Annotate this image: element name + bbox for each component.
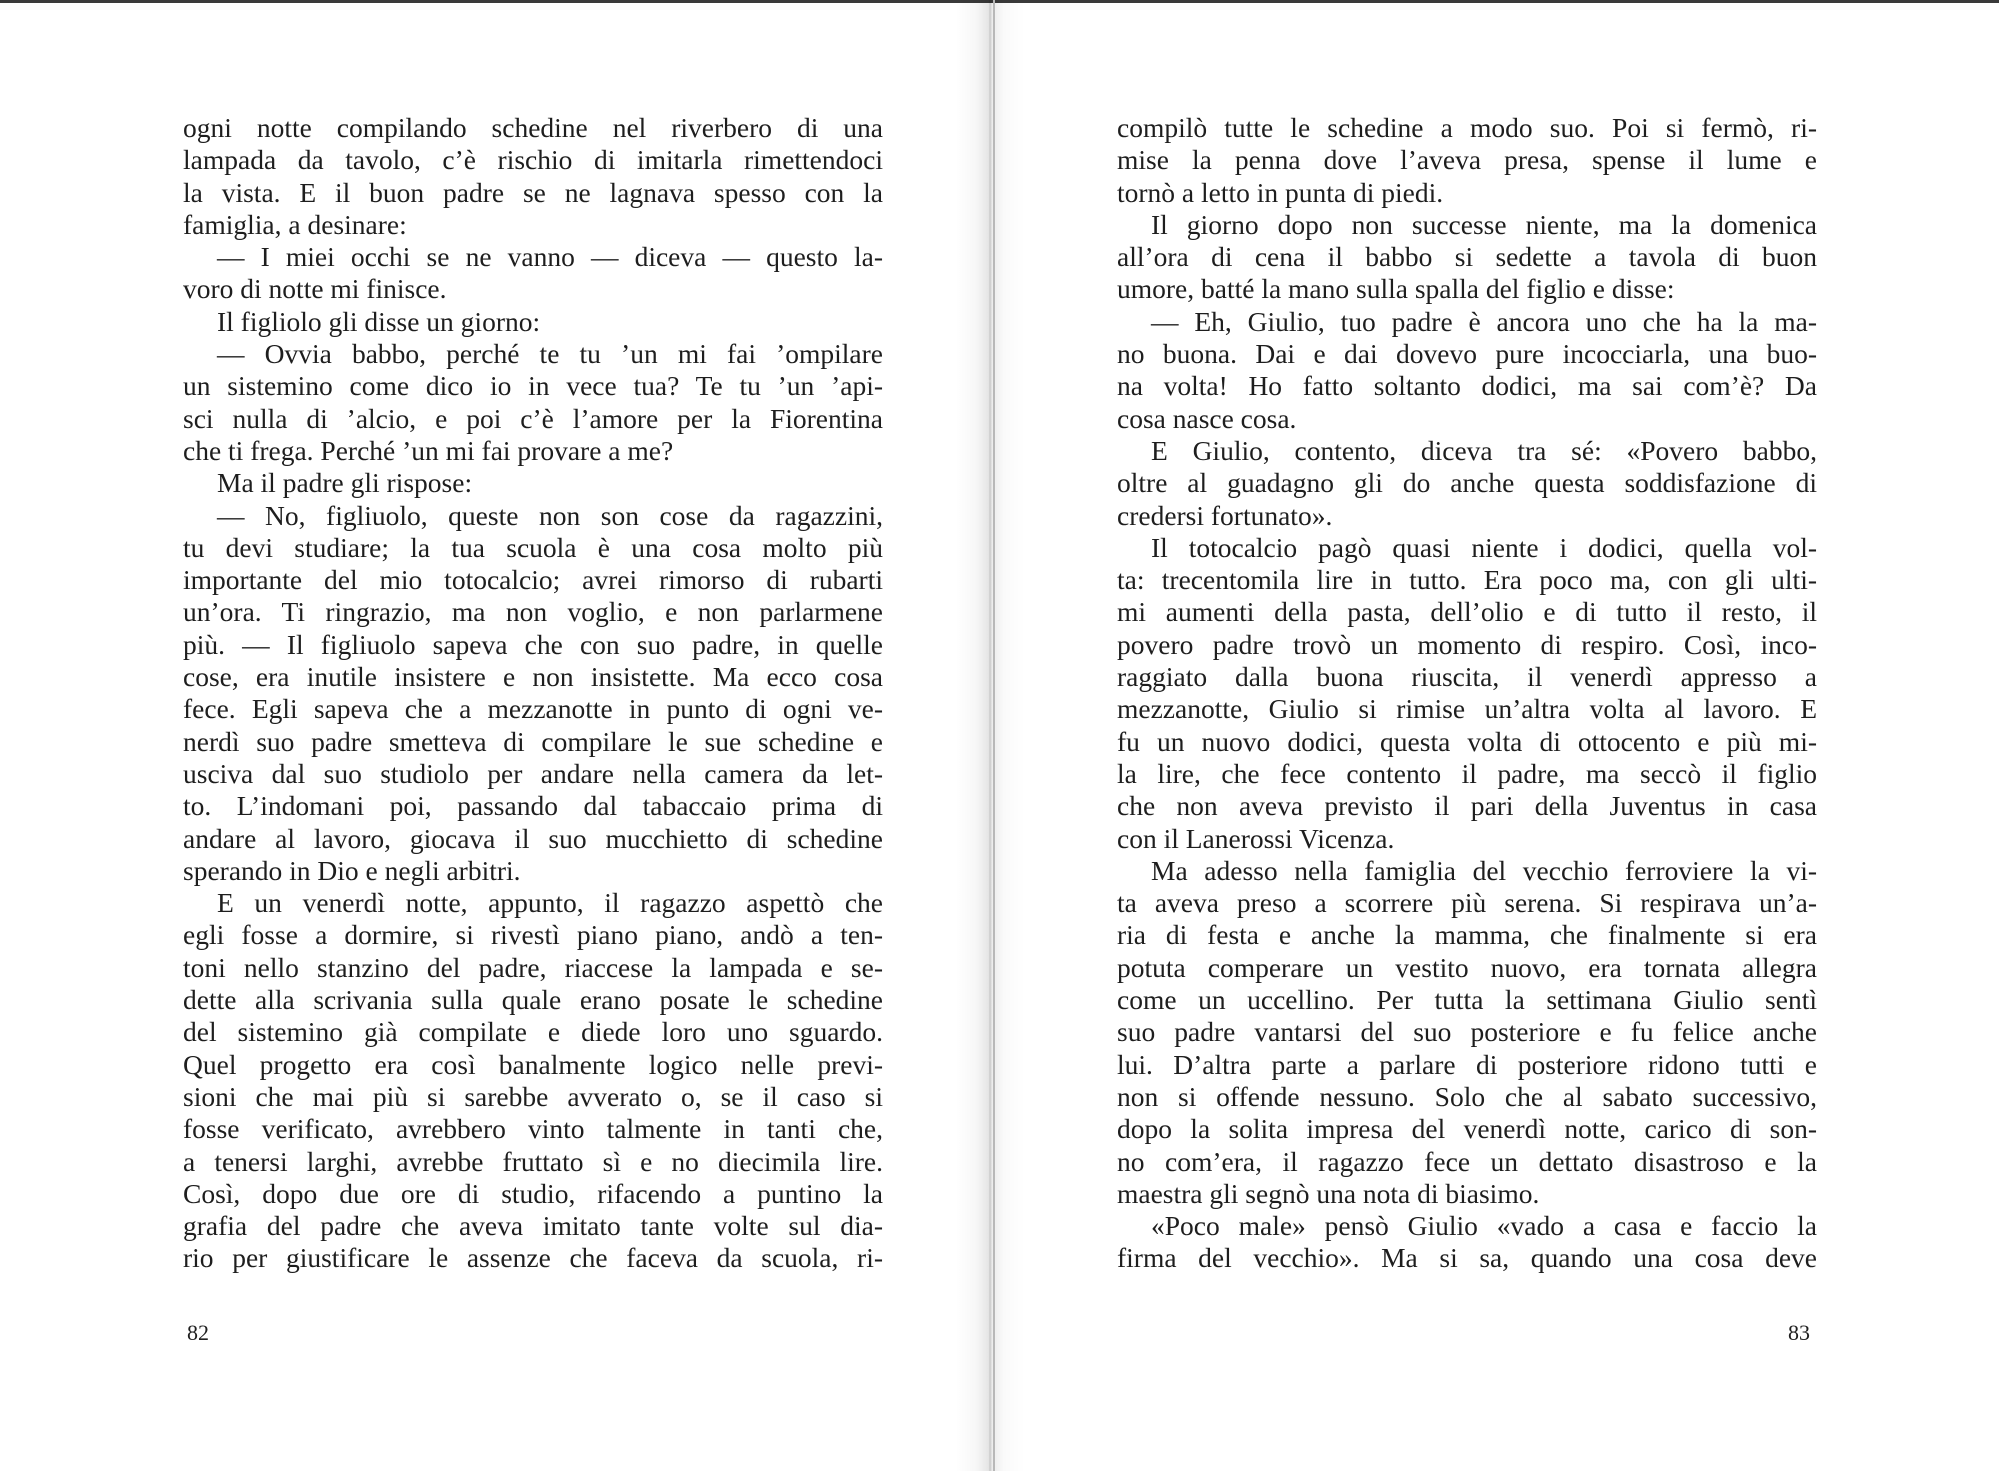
- text-line: ogni notte compilando schedine nel riverbero di una: [183, 112, 883, 143]
- text-line: rio per giustificare le assenze che faceva da scuola, ri-: [183, 1242, 883, 1274]
- text-line: importante del mio totocalcio; avrei rimorso di rubarti: [183, 564, 883, 596]
- text-line: a tenersi larghi, avrebbe fruttato sì e no diecimila lire.: [183, 1145, 883, 1177]
- text-line: tu devi studiare; la tua scuola è una cosa molto più: [183, 531, 883, 563]
- text-line: egli fosse a dormire, si rivestì piano piano, andò a ten-: [183, 919, 883, 951]
- page-number-right: 83: [1788, 1320, 1810, 1345]
- text-line: firma del vecchio». Ma si sa, quando una cosa deve: [1117, 1242, 1817, 1274]
- book-gutter-shadow: [955, 0, 1025, 1471]
- text-line: lui. D’altra parte a parlare di posteriore ridono tutti e: [1117, 1048, 1817, 1080]
- text-line: non si offende nessuno. Solo che al sabato successivo,: [1117, 1080, 1817, 1112]
- text-line: no buona. Dai e dai dovevo pure incocciarla, una buo-: [1117, 338, 1817, 370]
- text-line: compilò tutte le schedine a modo suo. Poi si fermò, ri-: [1117, 112, 1817, 143]
- text-line: povero padre trovò un momento di respiro. Così, inco-: [1117, 628, 1817, 660]
- text-line: — No, figliuolo, queste non son cose da ragazzini,: [217, 499, 883, 531]
- text-line: cose, era inutile insistere e non insistette. Ma ecco cosa: [183, 661, 883, 693]
- text-line: Il totocalcio pagò quasi niente i dodici, quella vol-: [1151, 531, 1817, 563]
- text-line: con il Lanerossi Vicenza.: [1117, 822, 1395, 854]
- text-line: credersi fortunato».: [1117, 499, 1333, 531]
- text-line: un sistemino come dico io in vece tua? Te tu ’un ’api-: [183, 370, 883, 402]
- text-line: andare al lavoro, giocava il suo mucchietto di schedine: [183, 822, 883, 854]
- text-line: Ma il padre gli rispose:: [217, 467, 473, 499]
- text-line: fu un nuovo dodici, questa volta di ottocento e più mi-: [1117, 725, 1817, 757]
- text-line: tornò a letto in punta di piedi.: [1117, 176, 1444, 208]
- text-line: Quel progetto era così banalmente logico nelle previ-: [183, 1048, 883, 1080]
- text-line: raggiato dalla buona riuscita, il venerdì appresso a: [1117, 661, 1817, 693]
- text-line: fece. Egli sapeva che a mezzanotte in punto di ogni ve-: [183, 693, 883, 725]
- text-line: mise la penna dove l’aveva presa, spense il lume e: [1117, 144, 1817, 176]
- text-line: fosse verificato, avrebbero vinto talmente in tanti che,: [183, 1113, 883, 1145]
- text-line: sioni che mai più si sarebbe avverato o, se il caso si: [183, 1080, 883, 1112]
- text-line: toni nello stanzino del padre, riaccese la lampada e se-: [183, 951, 883, 983]
- text-line: mezzanotte, Giulio si rimise un’altra volta al lavoro. E: [1117, 693, 1817, 725]
- text-line: «Poco male» pensò Giulio «vado a casa e faccio la: [1151, 1210, 1817, 1242]
- text-line: — Eh, Giulio, tuo padre è ancora uno che ha la ma-: [1151, 305, 1817, 337]
- left-page-text: [183, 112, 883, 1275]
- text-line: nerdì suo padre smetteva di compilare le sue schedine e: [183, 725, 883, 757]
- text-line: voro di notte mi finisce.: [183, 273, 447, 305]
- text-line: E Giulio, contento, diceva tra sé: «Povero babbo,: [1151, 434, 1817, 466]
- text-line: — I miei occhi se ne vanno — diceva — questo la-: [217, 241, 883, 273]
- text-line: oltre al guadagno gli do anche questa soddisfazione di: [1117, 467, 1817, 499]
- text-line: Il giorno dopo non successe niente, ma la domenica: [1151, 208, 1817, 240]
- text-line: na volta! Ho fatto soltanto dodici, ma sai com’è? Da: [1117, 370, 1817, 402]
- text-line: Ma adesso nella famiglia del vecchio ferroviere la vi-: [1151, 854, 1817, 886]
- text-line: la lire, che fece contento il padre, ma seccò il figlio: [1117, 757, 1817, 789]
- text-line: come un uccellino. Per tutta la settimana Giulio sentì: [1117, 984, 1817, 1016]
- text-line: famiglia, a desinare:: [183, 208, 407, 240]
- text-line: più. — Il figliuolo sapeva che con suo padre, in quelle: [183, 628, 883, 660]
- text-line: Il figliolo gli disse un giorno:: [217, 305, 541, 337]
- text-line: usciva dal suo studiolo per andare nella camera da let-: [183, 757, 883, 789]
- text-line: grafia del padre che aveva imitato tante volte sul dia-: [183, 1210, 883, 1242]
- text-line: all’ora di cena il babbo si sedette a tavola di buon: [1117, 241, 1817, 273]
- text-line: che ti frega. Perché ’un mi fai provare a me?: [183, 434, 674, 466]
- text-line: to. L’indomani poi, passando dal tabaccaio prima di: [183, 790, 883, 822]
- text-line: maestra gli segnò una nota di biasimo.: [1117, 1177, 1540, 1209]
- text-line: sperando in Dio e negli arbitri.: [183, 854, 521, 886]
- text-line: cosa nasce cosa.: [1117, 402, 1297, 434]
- book-gutter-fold: [993, 0, 995, 1471]
- text-line: ria di festa e anche la mamma, che finalmente si era: [1117, 919, 1817, 951]
- text-line: dette alla scrivania sulla quale erano posate le schedine: [183, 984, 883, 1016]
- text-line: la vista. E il buon padre se ne lagnava spesso con la: [183, 176, 883, 208]
- right-page-text: [1117, 112, 1817, 1275]
- text-line: del sistemino già compilate e diede loro uno sguardo.: [183, 1016, 883, 1048]
- text-line: che non aveva previsto il pari della Juventus in casa: [1117, 790, 1817, 822]
- page-number-left: 82: [187, 1320, 209, 1345]
- text-line: Così, dopo due ore di studio, rifacendo a puntino la: [183, 1177, 883, 1209]
- text-line: E un venerdì notte, appunto, il ragazzo aspettò che: [217, 887, 883, 919]
- text-line: — Ovvia babbo, perché te tu ’un mi fai ’ompilare: [217, 338, 883, 370]
- text-line: umore, batté la mano sulla spalla del figlio e disse:: [1117, 273, 1675, 305]
- text-line: suo padre vantarsi del suo posteriore e fu felice anche: [1117, 1016, 1817, 1048]
- text-line: lampada da tavolo, c’è rischio di imitarla rimettendoci: [183, 144, 883, 176]
- text-line: dopo la solita impresa del venerdì notte, carico di son-: [1117, 1113, 1817, 1145]
- text-line: sci nulla di ’alcio, e poi c’è l’amore per la Fiorentina: [183, 402, 883, 434]
- text-line: no com’era, il ragazzo fece un dettato disastroso e la: [1117, 1145, 1817, 1177]
- text-line: ta aveva preso a scorrere più serena. Si respirava un’a-: [1117, 887, 1817, 919]
- text-line: un’ora. Ti ringrazio, ma non voglio, e non parlarmene: [183, 596, 883, 628]
- text-line: potuta comperare un vestito nuovo, era tornata allegra: [1117, 951, 1817, 983]
- text-line: ta: trecentomila lire in tutto. Era poco ma, con gli ulti-: [1117, 564, 1817, 596]
- text-line: mi aumenti della pasta, dell’olio e di tutto il resto, il: [1117, 596, 1817, 628]
